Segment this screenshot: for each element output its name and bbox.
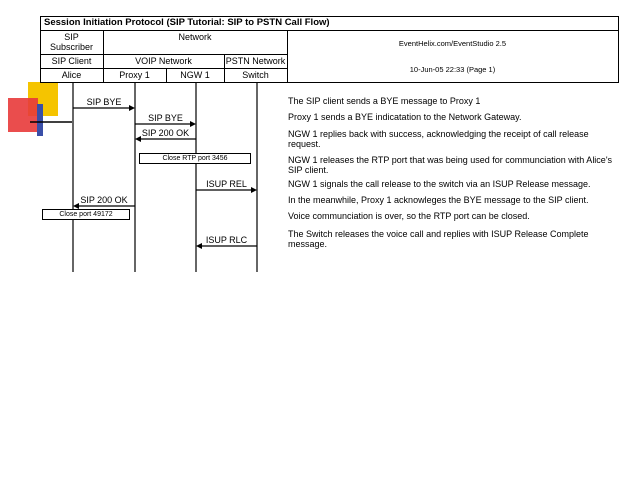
entity-ngw1: NGW 1	[180, 70, 210, 80]
step-description: NGW 1 releases the RTP port that was being used for communciation with Alice's SIP client.	[288, 155, 613, 175]
action-box: Close RTP port 3456	[139, 153, 251, 164]
network-group-label: Network	[178, 32, 212, 42]
entity-proxy1: Proxy 1	[119, 70, 150, 80]
step-description: NGW 1 replies back with success, acknowledging the receipt of call release request.	[288, 129, 589, 149]
step-description: The Switch releases the voice call and replies with ISUP Release Complete message.	[288, 229, 589, 249]
source-label: EventHelix.com/EventStudio 2.5	[398, 39, 507, 48]
sip-subscriber-label-line2: Subscriber	[49, 42, 94, 52]
entity-alice: Alice	[61, 70, 82, 80]
step-description: Proxy 1 sends a BYE indicatation to the Network Gateway.	[288, 112, 522, 122]
step-description: In the meanwhile, Proxy 1 acknowleges the BYE message to the SIP client.	[288, 195, 589, 205]
action-box: Close port 49172	[42, 209, 130, 220]
pstn-network-subgroup: PSTN Network	[225, 56, 286, 66]
message-label: SIP BYE	[86, 97, 122, 107]
message-label: ISUP REL	[206, 179, 247, 189]
step-description: Voice communciation is over, so the RTP port can be closed.	[288, 211, 530, 221]
sip-subscriber-label-line1: SIP	[64, 32, 79, 42]
sip-client-subgroup: SIP Client	[51, 56, 92, 66]
date-label: 10-Jun-05 22:33 (Page 1)	[409, 65, 496, 74]
diagram-title: Session Initiation Protocol (SIP Tutorial: SIP to PSTN Call Flow)	[44, 17, 330, 28]
entity-switch: Switch	[242, 70, 269, 80]
message-label: SIP 200 OK	[141, 128, 190, 138]
message-label: SIP BYE	[148, 113, 183, 123]
voip-network-subgroup: VOIP Network	[135, 56, 192, 66]
step-description: The SIP client sends a BYE message to Proxy 1	[288, 96, 481, 106]
step-description: NGW 1 signals the call release to the switch via an ISUP Release message.	[288, 179, 591, 189]
message-label: ISUP RLC	[205, 235, 248, 245]
message-label: SIP 200 OK	[80, 195, 128, 205]
